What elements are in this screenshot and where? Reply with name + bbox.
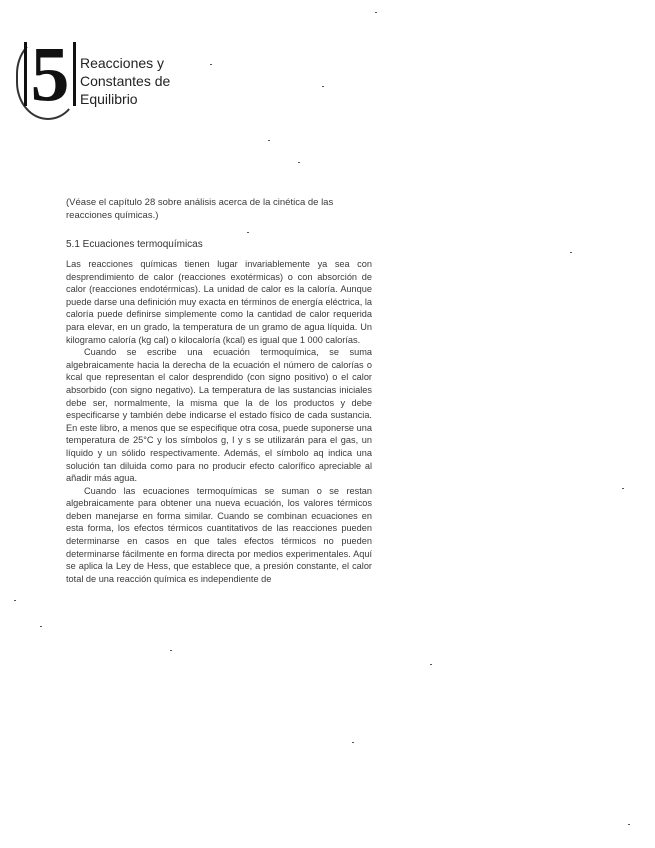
scan-speck <box>14 600 16 601</box>
section-body <box>66 258 372 585</box>
chapter-number: 5 <box>24 42 76 106</box>
scan-speck <box>622 488 624 489</box>
scan-speck <box>40 626 42 627</box>
scan-speck <box>247 232 249 233</box>
scan-speck <box>570 252 572 253</box>
chapter-title-line: Equilibrio <box>80 91 138 107</box>
scan-speck <box>352 742 354 743</box>
paragraph: Cuando las ecuaciones termoquímicas se suman o se restan algebraicamente para obtener una nueva ecuación, los valores térmicos deben manejarse en forma similar. Cuando se combinan ecuaciones en esta forma, los efectos térmicos cuantitativos de las reacciones pueden determinarse en casos en que tales efectos térmicos no pueden determinarse fácilmente en forma directa por medios experimentales. Aquí se aplica la Ley de Hess, que establece que, a presión constante, el calor total de una reacción química es independiente de <box>66 485 372 584</box>
scan-speck <box>298 162 300 163</box>
scan-speck <box>375 12 377 13</box>
scan-speck <box>210 64 212 65</box>
chapter-title <box>80 54 170 108</box>
scan-speck <box>430 664 432 665</box>
chapter-title-line: Reacciones y <box>80 55 165 71</box>
section-heading: 5.1 Ecuaciones termoquímicas <box>66 239 203 250</box>
paragraph: Las reacciones químicas tienen lugar invariablemente ya sea con desprendimiento de calor (reacciones exotérmicas) o con absorción de calor (reacciones endotérmicas). La unidad de calor es la caloría. Aunque puede darse una definición muy exacta en términos de energía eléctrica, la caloría puede definirse simplemente como la cantidad de calor requerida para elevar, en un grado, la temperatura de un gramo de agua líquida. Un kilogramo caloría (kg cal) o kilocaloría (kcal) es igual que 1 000 calorías. <box>66 259 372 345</box>
scan-speck <box>268 140 270 141</box>
intro-note: (Véase el capítulo 28 sobre análisis acerca de la cinética de las reacciones químicas.) <box>66 197 334 221</box>
scan-speck <box>170 650 172 651</box>
chapter-title-line: Constantes de <box>80 73 171 89</box>
scan-speck <box>628 824 630 825</box>
scan-speck <box>322 86 324 87</box>
paragraph: Cuando se escribe una ecuación termoquímica, se suma algebraicamente hacia la derecha de la ecuación el número de calorías o kcal que representan el calor desprendido (con signo positivo) o el calor absorbido (con signo negativo). La temperatura de las sustancias iniciales debe ser, normalmente, la misma que la de los productos y debe especificarse y también debe indicarse el estado físico de cada sustancia. En este libro, a menos que se especifique otra cosa, puede suponerse una temperatura de 25°C y los símbolos g, l y s se utilizarán para el gas, un líquido y un sólido respectivamente. Además, el símbolo aq indica una solución tan diluida como para no producir efecto calorífico apreciable al añadir más agua. <box>66 347 372 484</box>
